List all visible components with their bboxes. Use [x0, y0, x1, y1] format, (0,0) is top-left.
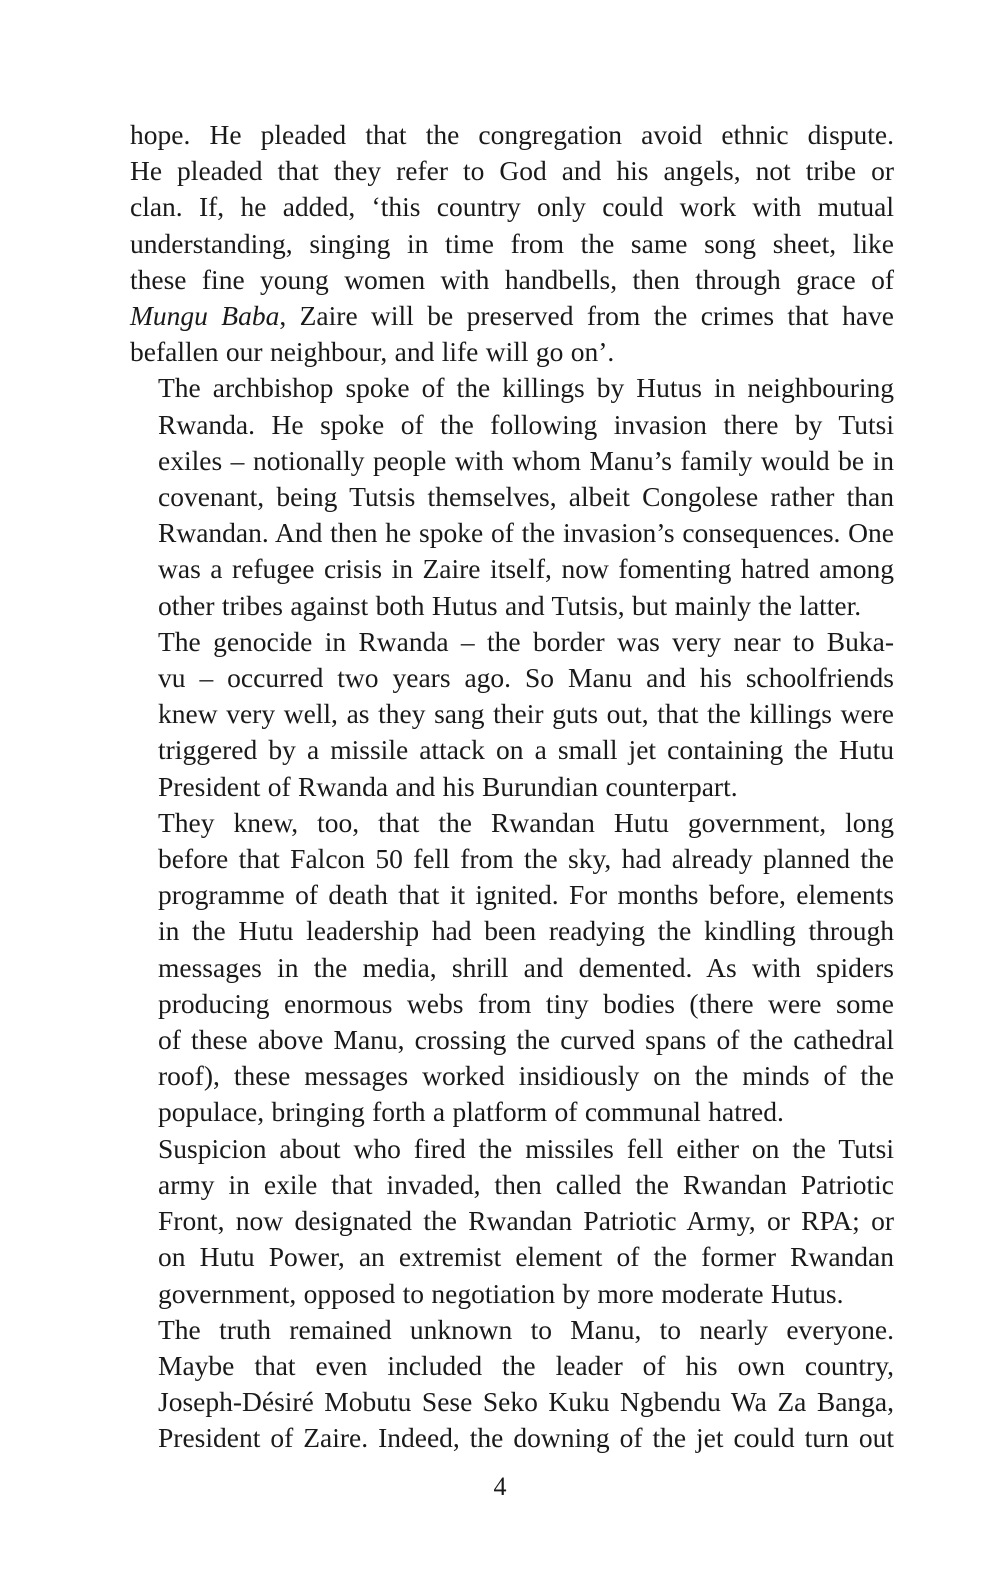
text-line: Suspicion about who fired the missiles fell either on the Tutsi — [158, 1132, 894, 1164]
text-line: in the Hutu leadership had been readying the kindling through — [158, 915, 894, 947]
text-line: knew very well, as they sang their guts out, that the killings were — [158, 698, 894, 730]
paragraph-6 — [130, 1312, 894, 1457]
text-line: befallen our neighbour, and life will go on’. — [130, 336, 615, 368]
paragraph-1 — [130, 117, 894, 370]
text-line: Rwanda. He spoke of the following invasion there by Tutsi — [158, 408, 894, 440]
paragraph-2 — [130, 370, 894, 623]
text-line: before that Falcon 50 fell from the sky, had already planned the — [158, 843, 894, 875]
text-line: The genocide in Rwanda – the border was very near to Buka- — [158, 625, 894, 657]
paragraph-3 — [130, 624, 894, 805]
text-line: roof), these messages worked insidiously on the minds of the — [158, 1060, 894, 1092]
text-line: President of Zaire. Indeed, the downing of the jet could turn out — [158, 1422, 894, 1454]
text-line: these fine young women with handbells, then through grace of — [130, 263, 894, 295]
paragraph-4 — [130, 805, 894, 1131]
text-line: on Hutu Power, an extremist element of the former Rwandan — [158, 1241, 894, 1273]
text-line: The archbishop spoke of the killings by Hutus in neighbouring — [158, 372, 894, 404]
page-number: 4 — [493, 1472, 507, 1501]
text-line: was a refugee crisis in Zaire itself, now fomenting hatred among — [158, 553, 894, 585]
text-line: Maybe that even included the leader of his own country, — [158, 1349, 894, 1381]
text-line: producing enormous webs from tiny bodies (there were some — [158, 987, 894, 1019]
italic-phrase: Mungu Baba — [130, 300, 280, 332]
paragraph-5 — [130, 1131, 894, 1312]
text-line: Joseph-Désiré Mobutu Sese Seko Kuku Ngbendu Wa Za Banga, — [158, 1386, 894, 1418]
text-line: clan. If, he added, ‘this country only could work with mutual — [130, 191, 894, 223]
text-line: Front, now designated the Rwandan Patriotic Army, or RPA; or — [158, 1205, 894, 1237]
text-line: understanding, singing in time from the same song sheet, like — [130, 227, 894, 259]
text-line: Rwandan. And then he spoke of the invasion’s consequences. One — [158, 517, 894, 549]
text-line: programme of death that it ignited. For months before, elements — [158, 879, 894, 911]
text-line: exiles – notionally people with whom Manu’s family would be in — [158, 444, 894, 476]
text-line: covenant, being Tutsis themselves, albeit Congolese rather than — [158, 481, 894, 513]
text-line: army in exile that invaded, then called the Rwandan Patriotic — [158, 1168, 894, 1200]
text-line: of these above Manu, crossing the curved spans of the cathedral — [158, 1024, 894, 1056]
text-line: He pleaded that they refer to God and his angels, not tribe or — [130, 155, 894, 187]
text-line: The truth remained unknown to Manu, to nearly everyone. — [158, 1313, 894, 1345]
text-line: Mungu Baba, Zaire will be preserved from the crimes that have — [130, 300, 894, 332]
book-page-body — [130, 117, 894, 1457]
text-line: hope. He pleaded that the congregation avoid ethnic dispute. — [130, 119, 894, 150]
text-line: They knew, too, that the Rwandan Hutu government, long — [158, 806, 894, 838]
text-line: populace, bringing forth a platform of communal hatred. — [158, 1096, 784, 1128]
text-line: government, opposed to negotiation by more moderate Hutus. — [158, 1277, 844, 1309]
text-line: other tribes against both Hutus and Tutsis, but mainly the latter. — [158, 589, 862, 621]
text-line: President of Rwanda and his Burundian counterpart. — [158, 770, 738, 802]
text-line: messages in the media, shrill and demented. As with spiders — [158, 951, 894, 983]
text-line: triggered by a missile attack on a small jet containing the Hutu — [158, 734, 894, 766]
text-line: vu – occurred two years ago. So Manu and his schoolfriends — [158, 662, 894, 694]
